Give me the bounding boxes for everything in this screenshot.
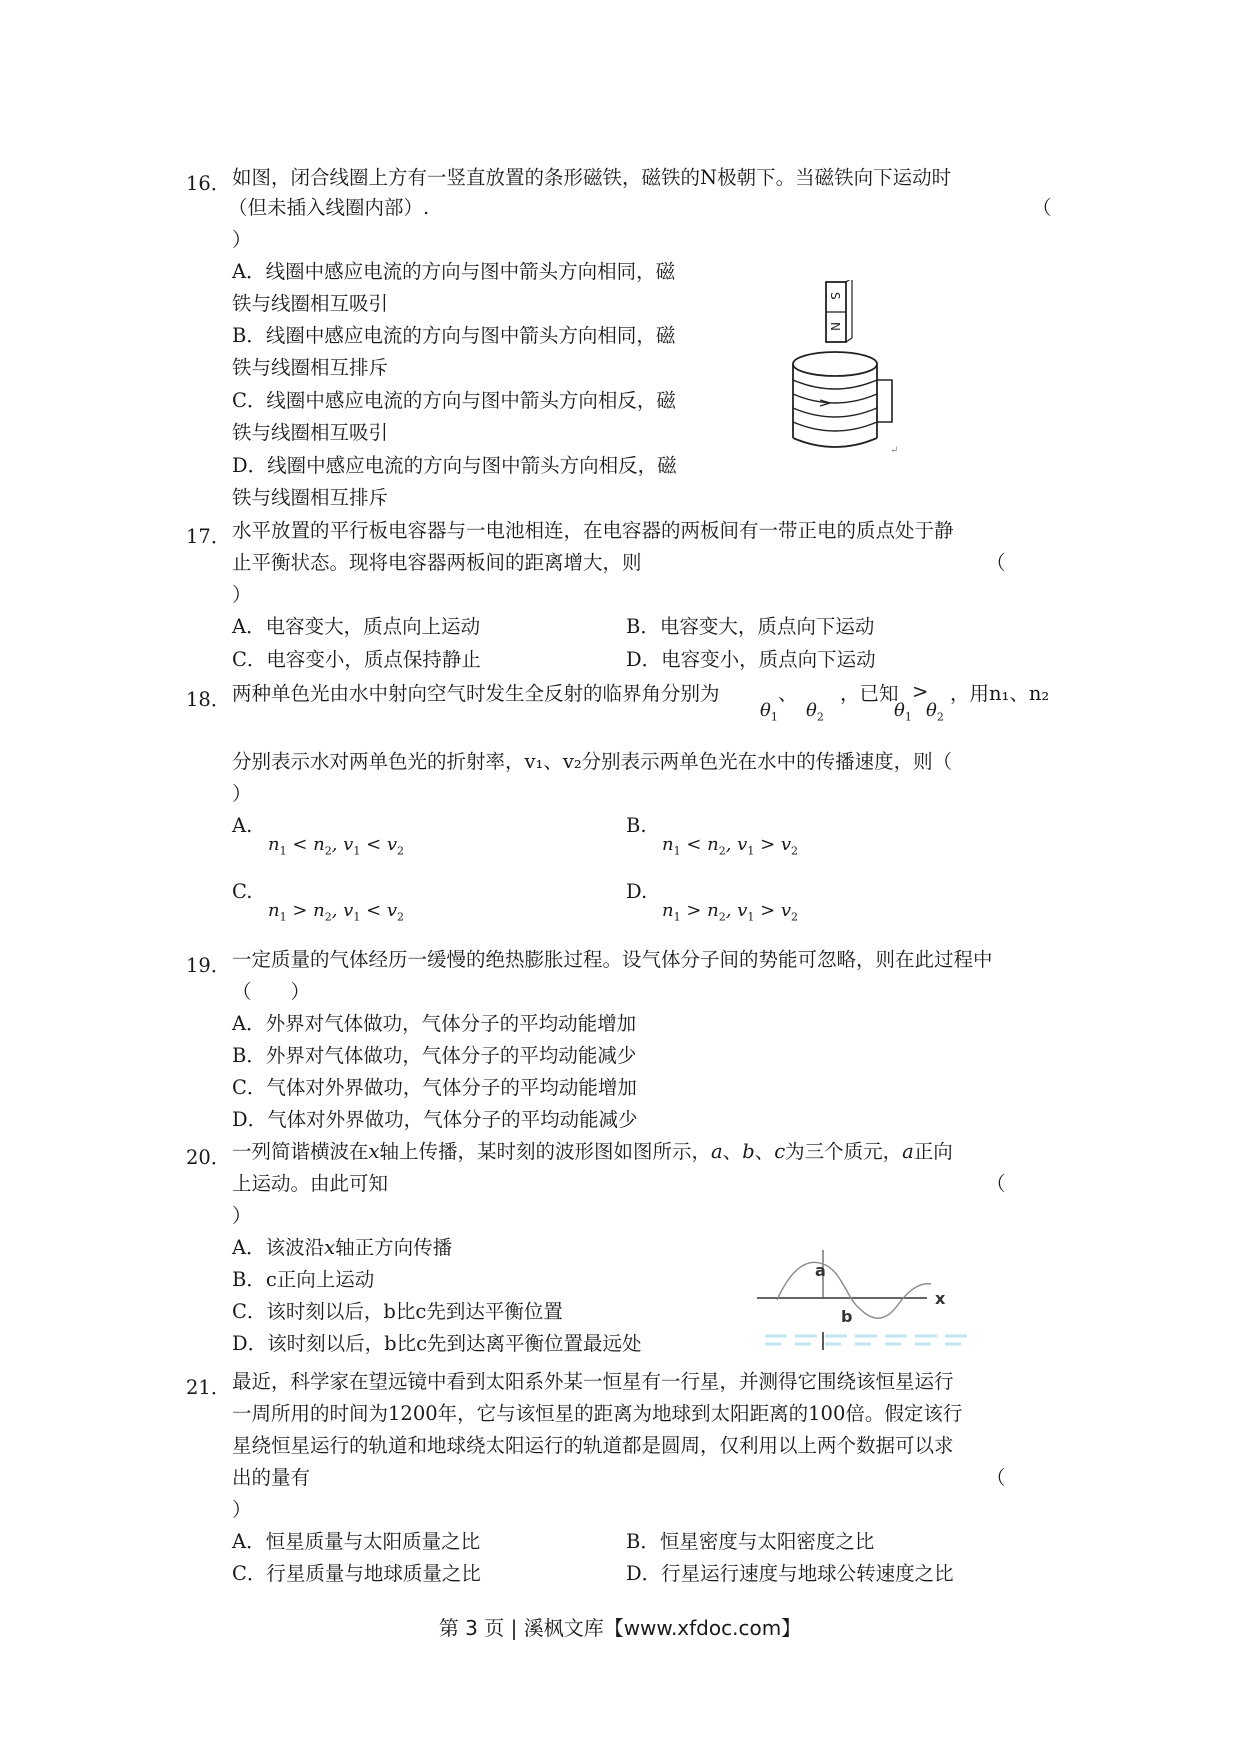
- q18-theta1-b: $\theta_1$: [894, 700, 912, 724]
- q16-option-a-line2: 铁与线圈相互吸引: [232, 292, 389, 315]
- q18-option-d: $n_1 > n_2$, $v_1 > v_2$: [662, 900, 799, 924]
- q17-stem-line1: 水平放置的平行板电容器与一电池相连，在电容器的两板间有一带正电的质点处于静: [232, 519, 954, 542]
- q20-option-d: D．该时刻以后，b比c先到达离平衡位置最远处: [232, 1332, 642, 1355]
- q18-option-c: $n_1 > n_2$, $v_1 < v_2$: [268, 900, 405, 924]
- q21-option-c: C．行星质量与地球质量之比: [232, 1562, 481, 1585]
- wave-figure: [755, 1240, 980, 1350]
- q20-option-b: B．c正向上运动: [232, 1268, 375, 1291]
- magnet-coil-figure: [790, 280, 900, 455]
- q21-number: 21．: [186, 1376, 231, 1399]
- page-footer: 第 3 页 | 溪枫文库【www.xfdoc.com】: [438, 1616, 802, 1640]
- coil-top: [793, 352, 877, 376]
- wave-label-b: b: [841, 1307, 853, 1326]
- q20-number: 20．: [186, 1146, 231, 1169]
- q18-stem-part1: 两种单色光由水中射向空气时发生全反射的临界角分别为: [232, 682, 720, 705]
- q18-stem-sep: 、: [778, 682, 798, 705]
- q16-paren-open: （: [1032, 196, 1052, 219]
- q17-option-d: D．电容变小，质点向下运动: [626, 648, 876, 671]
- q16-option-d-line1: D．线圈中感应电流的方向与图中箭头方向相反，磁: [232, 454, 677, 477]
- q19-option-d: D．气体对外界做功，气体分子的平均动能减少: [232, 1108, 638, 1131]
- q17-option-a: A．电容变大，质点向上运动: [232, 615, 481, 638]
- q20-stem-line1: 一列简谐横波在x轴上传播，某时刻的波形图如图所示，a、b、c为三个质元，a正向: [232, 1140, 953, 1163]
- q16-option-c-line1: C．线圈中感应电流的方向与图中箭头方向相反，磁: [232, 389, 676, 412]
- q17-option-b: B．电容变大，质点向下运动: [626, 615, 875, 638]
- q21-stem-line2: 一周所用的时间为1200年，它与该恒星的距离为地球到太阳距离的100倍。假定该行: [232, 1402, 963, 1425]
- q16-stem-line2: （但未插入线圈内部）.: [228, 196, 430, 219]
- q16-stem-line1: 如图，闭合线圈上方有一竖直放置的条形磁铁，磁铁的N极朝下。当磁铁向下运动时: [232, 166, 952, 189]
- q16-paren-close: ）: [232, 228, 252, 251]
- q18-theta2-b: $\theta_2$: [926, 700, 944, 724]
- q18-label-c: C.: [232, 880, 253, 903]
- q20-paren-close: ）: [232, 1204, 252, 1227]
- q21-option-d: D．行星运行速度与地球公转速度之比: [626, 1562, 954, 1585]
- q20-stem-line2: 上运动。由此可知: [232, 1172, 389, 1195]
- wave-label-x: x: [935, 1289, 946, 1308]
- q17-paren-close: ）: [232, 583, 252, 606]
- q18-label-a: A.: [232, 814, 253, 837]
- q17-number: 17．: [186, 525, 231, 548]
- q17-stem-line2: 止平衡状态。现将电容器两板间的距离增大，则: [232, 551, 642, 574]
- q16-number: 16．: [186, 172, 231, 195]
- q20-option-a: A．该波沿x轴正方向传播: [232, 1236, 453, 1259]
- q18-theta2: $\theta_2$: [806, 700, 824, 724]
- q19-option-a: A．外界对气体做功，气体分子的平均动能增加: [232, 1012, 637, 1035]
- q18-label-d: D.: [626, 880, 648, 903]
- q18-gt: >: [912, 680, 929, 703]
- q20-paren-open: （: [986, 1172, 1006, 1195]
- q16-option-c-line2: 铁与线圈相互吸引: [232, 421, 389, 444]
- svg-text:↵: ↵: [890, 445, 899, 455]
- q18-option-a: $n_1 < n_2$, $v_1 < v_2$: [268, 834, 405, 858]
- magnet-s-label: S: [828, 292, 842, 300]
- magnet-n-label: N: [828, 322, 842, 331]
- q21-stem-line3: 星绕恒星运行的轨道和地球绕太阳运行的轨道都是圆周，仅利用以上两个数据可以求: [232, 1434, 954, 1457]
- q19-option-b: B．外界对气体做功，气体分子的平均动能减少: [232, 1044, 637, 1067]
- q21-stem-line1: 最近，科学家在望远镜中看到太阳系外某一恒星有一行星，并测得它围绕该恒星运行: [232, 1370, 954, 1393]
- q19-stem-line2: （ ）: [232, 980, 311, 1003]
- q19-stem-line1: 一定质量的气体经历一缓慢的绝热膨胀过程。设气体分子间的势能可忽略，则在此过程中: [232, 948, 993, 971]
- q18-stem-known: ，已知: [840, 682, 899, 705]
- q19-number: 19．: [186, 954, 231, 977]
- q18-stem-part2: ，用n₁、n₂: [950, 682, 1050, 705]
- q21-option-b: B．恒星密度与太阳密度之比: [626, 1530, 875, 1553]
- q19-option-c: C．气体对外界做功，气体分子的平均动能增加: [232, 1076, 637, 1099]
- q18-paren-close: ）: [232, 782, 252, 805]
- q18-label-b: B.: [626, 814, 647, 837]
- q18-theta1: $\theta_1$: [760, 700, 778, 724]
- q21-paren-close: ）: [232, 1498, 252, 1521]
- q16-option-b-line2: 铁与线圈相互排斥: [232, 356, 389, 379]
- q21-paren-open: （: [986, 1466, 1006, 1489]
- q20-option-c: C．该时刻以后，b比c先到达平衡位置: [232, 1300, 563, 1323]
- q17-paren-open: （: [986, 551, 1006, 574]
- wave-label-a: a: [815, 1261, 826, 1280]
- q16-option-d-line2: 铁与线圈相互排斥: [232, 486, 389, 509]
- q18-option-b: $n_1 < n_2$, $v_1 > v_2$: [662, 834, 799, 858]
- q16-option-a-line1: A．线圈中感应电流的方向与图中箭头方向相同，磁: [232, 260, 676, 283]
- q18-number: 18．: [186, 688, 231, 711]
- q17-option-c: C．电容变小，质点保持静止: [232, 648, 481, 671]
- wave-curve: [777, 1262, 931, 1318]
- q16-option-b-line1: B．线圈中感应电流的方向与图中箭头方向相同，磁: [232, 324, 676, 347]
- q18-stem-line2: 分别表示水对两单色光的折射率，v₁、v₂分别表示两单色光在水中的传播速度，则（: [232, 750, 953, 773]
- q21-stem-line4: 出的量有: [232, 1466, 311, 1489]
- q21-option-a: A．恒星质量与太阳质量之比: [232, 1530, 481, 1553]
